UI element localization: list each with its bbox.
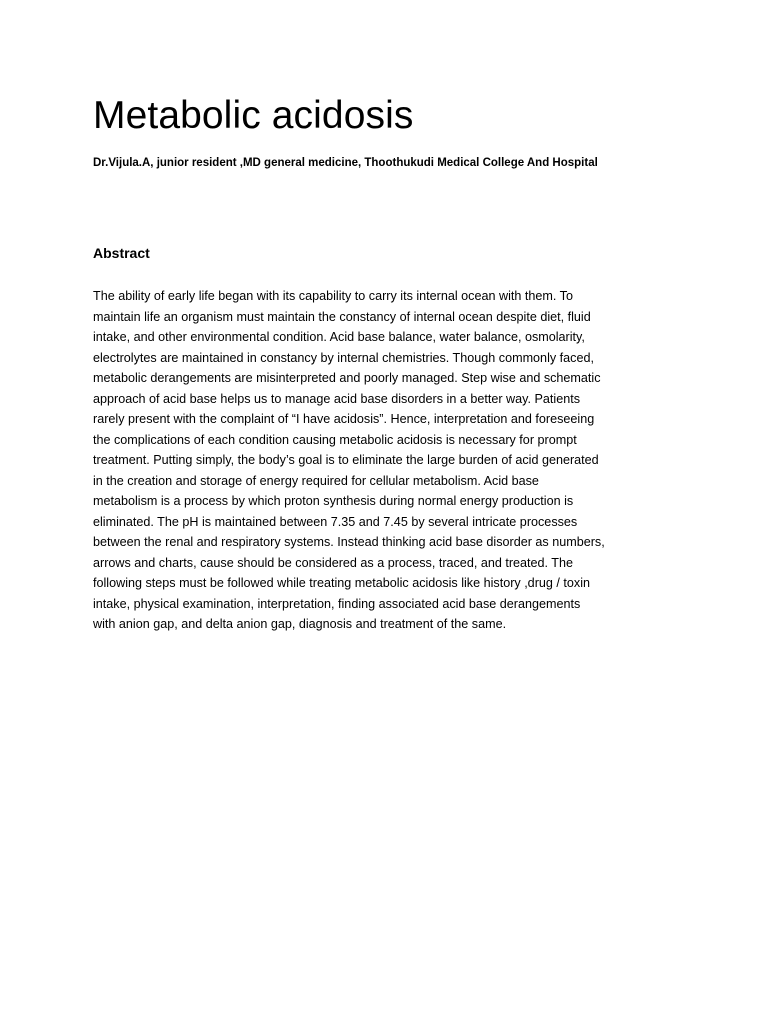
abstract-line: with anion gap, and delta anion gap, diagnosis and treatment of the same. [93, 617, 507, 631]
abstract-line: eliminated. The pH is maintained between 7.35 and 7.45 by several intricate processes [93, 514, 578, 529]
abstract-line: the complications of each condition causing metabolic acidosis is necessary for prompt [93, 432, 577, 447]
abstract-line: treatment. Putting simply, the body’s goal is to eliminate the large burden of acid generated [93, 453, 599, 467]
abstract-line: rarely present with the complaint of “I have acidosis”. Hence, interpretation and foreseeing [93, 412, 595, 426]
abstract-paragraph [93, 286, 683, 635]
abstract-line: metabolism is a process by which proton synthesis during normal energy production is [93, 494, 574, 508]
page-title: Metabolic acidosis [93, 94, 414, 137]
abstract-line: approach of acid base helps us to manage acid base disorders in a better way. Patients [93, 391, 581, 406]
abstract-line: between the renal and respiratory systems. Instead thinking acid base disorder as numbers, [93, 535, 605, 549]
abstract-line: intake, physical examination, interpretation, finding associated acid base derangements [93, 596, 581, 611]
abstract-line: intake, and other environmental condition. Acid base balance, water balance, osmolarity, [93, 330, 585, 344]
abstract-line: in the creation and storage of energy required for cellular metabolism. Acid base [93, 473, 539, 488]
abstract-line: following steps must be followed while treating metabolic acidosis like history ,drug / toxin [93, 576, 590, 590]
abstract-line: arrows and charts, cause should be considered as a process, traced, and treated. The [93, 555, 574, 570]
abstract-line: metabolic derangements are misinterpreted and poorly managed. Step wise and schematic [93, 371, 601, 385]
abstract-line: maintain life an organism must maintain the constancy of internal ocean despite diet, fluid [93, 309, 591, 324]
abstract-heading: Abstract [93, 245, 150, 261]
abstract-line: electrolytes are maintained in constancy by internal chemistries. Though commonly faced, [93, 350, 594, 365]
abstract-line: The ability of early life began with its capability to carry its internal ocean with them. To [93, 289, 573, 303]
author-line: Dr.Vijula.A, junior resident ,MD general medicine, Thoothukudi Medical College And Hospital [93, 157, 598, 169]
